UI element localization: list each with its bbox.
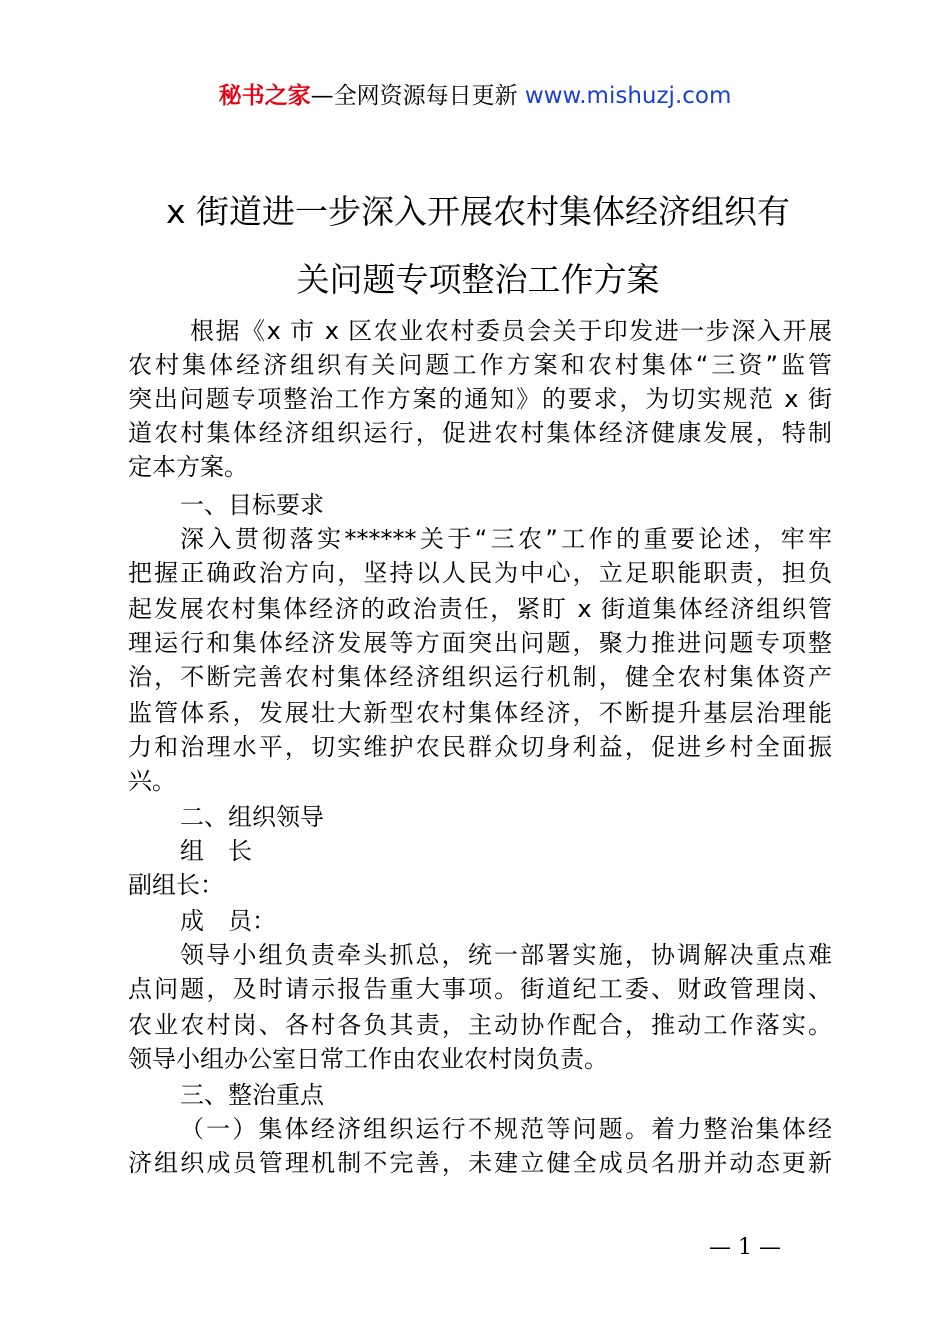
body-line: 领导小组办公室日常工作由农业农村岗负责。 bbox=[128, 1045, 608, 1073]
body-line: 起发展农村集体经济的政治责任，紧盯 x 街道集体经济组织管 bbox=[128, 595, 832, 623]
body-line: 农村集体经济组织有关问题工作方案和农村集体“三资”监管 bbox=[128, 351, 832, 379]
section-heading: 一、目标要求 bbox=[180, 491, 324, 519]
body-line: 根据《x 市 x 区农业农村委员会关于印发进一步深入开展 bbox=[190, 317, 832, 345]
body-line: 组 长 bbox=[180, 837, 252, 865]
body-line: 成 员： bbox=[180, 907, 276, 935]
page-number: — 1 — bbox=[709, 1235, 781, 1260]
body-line: 道农村集体经济组织运行，促进农村集体经济健康发展，特制 bbox=[128, 419, 832, 447]
body-line: 兴。 bbox=[128, 767, 176, 795]
site-brand: 秘书之家 bbox=[218, 83, 311, 109]
body-line: 点问题，及时请示报告重大事项。街道纪工委、财政管理岗、 bbox=[128, 975, 832, 1003]
body-line: 济组织成员管理机制不完善，未建立健全成员名册并动态更新 bbox=[128, 1149, 832, 1177]
document-title-line-1: x 街道进一步深入开展农村集体经济组织有 bbox=[165, 192, 791, 231]
body-line: 领导小组负责牵头抓总，统一部署实施，协调解决重点难 bbox=[180, 941, 832, 969]
body-line: 农业农村岗、各村各负其责，主动协作配合，推动工作落实。 bbox=[128, 1011, 832, 1039]
body-line: 治，不断完善农村集体经济组织运行机制，健全农村集体资产 bbox=[128, 663, 832, 691]
site-url-link[interactable]: www.mishuzj.com bbox=[524, 83, 732, 109]
body-line: 监管体系，发展壮大新型农村集体经济，不断提升基层治理能 bbox=[128, 699, 832, 727]
body-line: 把握正确政治方向，坚持以人民为中心，立足职能职责，担负 bbox=[128, 559, 832, 587]
body-line: （一）集体经济组织运行不规范等问题。着力整治集体经 bbox=[180, 1115, 832, 1143]
body-line: 深入贯彻落实******关于“三农”工作的重要论述，牢牢 bbox=[180, 525, 832, 553]
section-heading: 三、整治重点 bbox=[180, 1081, 324, 1109]
site-tagline: —全网资源每日更新 bbox=[310, 83, 525, 109]
body-line: 理运行和集体经济发展等方面突出问题，聚力推进问题专项整 bbox=[128, 629, 832, 657]
body-line: 力和治理水平，切实维护农民群众切身利益，促进乡村全面振 bbox=[128, 733, 832, 761]
body-line: 副组长： bbox=[128, 871, 224, 899]
section-heading: 二、组织领导 bbox=[180, 803, 324, 831]
site-header bbox=[0, 80, 950, 112]
body-line: 突出问题专项整治工作方案的通知》的要求，为切实规范 x 街 bbox=[128, 385, 832, 413]
body-line: 定本方案。 bbox=[128, 453, 248, 481]
document-title-line-2: 关问题专项整治工作方案 bbox=[296, 260, 660, 299]
